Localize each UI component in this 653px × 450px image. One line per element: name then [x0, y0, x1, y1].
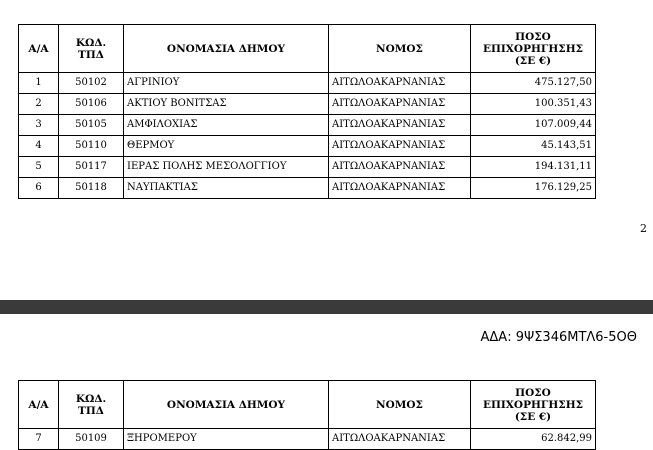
page-separator [0, 300, 653, 314]
header-aa: Α/Α [19, 25, 59, 73]
grant-table-page-2 [18, 380, 596, 450]
cell-poso: 107.009,44 [471, 115, 596, 136]
cell-name: ΝΑΥΠΑΚΤΙΑΣ [124, 178, 329, 199]
header-poso-line2: ΕΠΙΧΟΡΗΓΗΣΗΣ [482, 398, 584, 411]
cell-poso: 475.127,50 [471, 73, 596, 94]
table-row [19, 94, 596, 115]
cell-aa: 2 [19, 94, 59, 115]
header-kod-line2: ΤΠΔ [78, 404, 104, 417]
header-nomos: ΝΟΜΟΣ [329, 381, 471, 429]
header-nomos: ΝΟΜΟΣ [329, 25, 471, 73]
header-poso-line2: ΕΠΙΧΟΡΗΓΗΣΗΣ [482, 42, 584, 55]
header-name: ΟΝΟΜΑΣΙΑ ΔΗΜΟΥ [124, 25, 329, 73]
cell-poso: 176.129,25 [471, 178, 596, 199]
header-poso [471, 381, 596, 429]
table-row [19, 178, 596, 199]
cell-name: ΑΜΦΙΛΟΧΙΑΣ [124, 115, 329, 136]
header-kod [59, 25, 124, 73]
grant-table-page-1 [18, 24, 596, 199]
cell-aa: 5 [19, 157, 59, 178]
cell-aa: 3 [19, 115, 59, 136]
document-page-2 [0, 314, 653, 448]
cell-kod: 50106 [59, 94, 124, 115]
cell-nomos: ΑΙΤΩΛΟΑΚΑΡΝΑΝΙΑΣ [329, 157, 471, 178]
cell-kod: 50109 [59, 429, 124, 450]
cell-poso: 62.842,99 [471, 429, 596, 450]
cell-name: ΙΕΡΑΣ ΠΟΛΗΣ ΜΕΣΟΛΟΓΓΙΟΥ [124, 157, 329, 178]
table-row [19, 429, 596, 450]
header-kod-line1: ΚΩΔ. [75, 36, 107, 49]
table-header-row [19, 381, 596, 429]
cell-poso: 45.143,51 [471, 136, 596, 157]
header-kod [59, 381, 124, 429]
cell-kod: 50118 [59, 178, 124, 199]
cell-kod: 50110 [59, 136, 124, 157]
header-poso-line3: (ΣΕ €) [514, 410, 552, 423]
cell-nomos: ΑΙΤΩΛΟΑΚΑΡΝΑΝΙΑΣ [329, 178, 471, 199]
cell-name: ΑΓΡΙΝΙΟΥ [124, 73, 329, 94]
cell-nomos: ΑΙΤΩΛΟΑΚΑΡΝΑΝΙΑΣ [329, 136, 471, 157]
cell-nomos: ΑΙΤΩΛΟΑΚΑΡΝΑΝΙΑΣ [329, 429, 471, 450]
header-kod-line1: ΚΩΔ. [75, 392, 107, 405]
cell-nomos: ΑΙΤΩΛΟΑΚΑΡΝΑΝΙΑΣ [329, 73, 471, 94]
header-poso [471, 25, 596, 73]
header-poso-line1: ΠΟΣΟ [515, 30, 551, 43]
cell-name: ΞΗΡΟΜΕΡΟΥ [124, 429, 329, 450]
page-number: 2 [640, 222, 647, 235]
header-name: ΟΝΟΜΑΣΙΑ ΔΗΜΟΥ [124, 381, 329, 429]
cell-name: ΑΚΤΙΟΥ ΒΟΝΙΤΣΑΣ [124, 94, 329, 115]
header-kod-line2: ΤΠΔ [78, 48, 104, 61]
table-row [19, 157, 596, 178]
header-poso-line1: ΠΟΣΟ [515, 386, 551, 399]
cell-aa: 6 [19, 178, 59, 199]
cell-aa: 4 [19, 136, 59, 157]
cell-aa: 1 [19, 73, 59, 94]
cell-poso: 100.351,43 [471, 94, 596, 115]
cell-kod: 50105 [59, 115, 124, 136]
cell-poso: 194.131,11 [471, 157, 596, 178]
cell-aa: 7 [19, 429, 59, 450]
cell-kod: 50102 [59, 73, 124, 94]
cell-nomos: ΑΙΤΩΛΟΑΚΑΡΝΑΝΙΑΣ [329, 115, 471, 136]
table-row [19, 136, 596, 157]
ada-code: ΑΔΑ: 9ΨΣ346ΜΤΛ6-5ΟΘ [480, 330, 637, 345]
header-aa: Α/Α [19, 381, 59, 429]
cell-kod: 50117 [59, 157, 124, 178]
table-row [19, 115, 596, 136]
table-header-row [19, 25, 596, 73]
cell-name: ΘΕΡΜΟΥ [124, 136, 329, 157]
table-row [19, 73, 596, 94]
header-poso-line3: (ΣΕ €) [514, 54, 552, 67]
cell-nomos: ΑΙΤΩΛΟΑΚΑΡΝΑΝΙΑΣ [329, 94, 471, 115]
